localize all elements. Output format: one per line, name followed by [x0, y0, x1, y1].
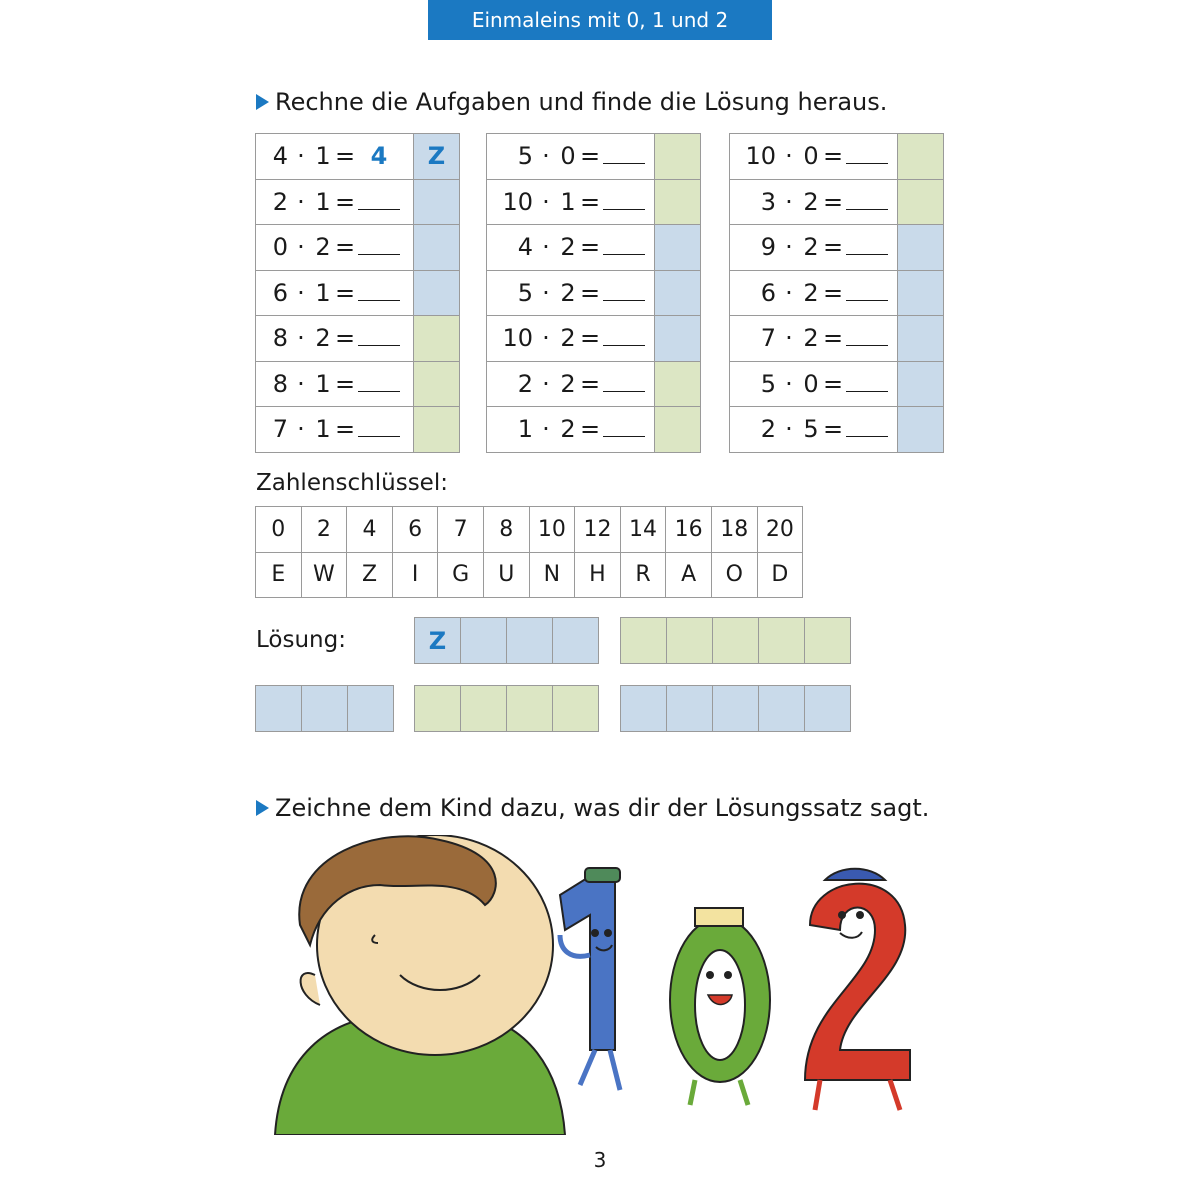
- factor-a: 8: [272, 324, 288, 353]
- key-number-cell: 12: [575, 507, 621, 553]
- multiply-sign: ·: [785, 233, 793, 262]
- key-letter-cell: W: [301, 552, 347, 598]
- key-number-cell: 20: [757, 507, 803, 553]
- factor-b: 1: [315, 369, 331, 398]
- equation-row: [730, 316, 944, 362]
- equation-cell: [487, 316, 655, 362]
- answer-blank[interactable]: [358, 189, 400, 210]
- equation-cell: [730, 179, 898, 225]
- factor-b: 2: [803, 324, 819, 353]
- multiply-sign: ·: [297, 233, 305, 262]
- letter-cell[interactable]: [898, 270, 944, 316]
- equation-row: [730, 134, 944, 180]
- factor-a: 1: [517, 415, 533, 444]
- triangle-bullet-icon: [256, 800, 269, 816]
- factor-b: 2: [560, 369, 576, 398]
- letter-cell[interactable]: [414, 407, 460, 453]
- key-letter-cell: U: [483, 552, 529, 598]
- equals-sign: =: [822, 233, 844, 262]
- equation-cell: [730, 270, 898, 316]
- equation-cell: [487, 361, 655, 407]
- key-letter-cell: N: [529, 552, 575, 598]
- equation-cell: [256, 179, 414, 225]
- equation-row: [487, 316, 701, 362]
- equation-row: [730, 407, 944, 453]
- number-two-character: [805, 869, 910, 1110]
- equals-sign: =: [579, 142, 601, 171]
- letter-cell[interactable]: [898, 316, 944, 362]
- equals-sign: =: [822, 324, 844, 353]
- equation-cell: [487, 179, 655, 225]
- task-1-text: Rechne die Aufgaben und finde die Lösung heraus.: [275, 88, 888, 116]
- equals-sign: =: [579, 233, 601, 262]
- factor-a: 9: [760, 233, 776, 262]
- equals-sign: =: [822, 278, 844, 307]
- multiply-sign: ·: [542, 187, 550, 216]
- factor-a: 4: [272, 142, 288, 171]
- key-number-cell: 2: [301, 507, 347, 553]
- equation-cell: [256, 134, 414, 180]
- equals-sign: =: [822, 415, 844, 444]
- solution-box[interactable]: [666, 685, 713, 732]
- letter-cell[interactable]: [898, 407, 944, 453]
- multiply-sign: ·: [297, 142, 305, 171]
- letter-cell[interactable]: Z: [414, 134, 460, 180]
- key-letter-cell: E: [256, 552, 302, 598]
- factor-b: 2: [560, 324, 576, 353]
- letter-cell[interactable]: [655, 316, 701, 362]
- solution-box[interactable]: [414, 685, 461, 732]
- multiply-sign: ·: [542, 369, 550, 398]
- solution-box[interactable]: [460, 617, 507, 664]
- letter-cell[interactable]: [655, 270, 701, 316]
- solution-box[interactable]: [712, 685, 759, 732]
- factor-a: 5: [517, 278, 533, 307]
- solution-box[interactable]: [552, 685, 599, 732]
- letter-cell[interactable]: [655, 225, 701, 271]
- multiply-sign: ·: [297, 324, 305, 353]
- equals-sign: =: [334, 187, 356, 216]
- letter-cell[interactable]: [655, 361, 701, 407]
- factor-b: 1: [315, 187, 331, 216]
- answer-blank[interactable]: [358, 280, 400, 301]
- letter-cell[interactable]: [898, 179, 944, 225]
- factor-a: 3: [760, 187, 776, 216]
- equation-cell: [256, 407, 414, 453]
- key-letter-cell: D: [757, 552, 803, 598]
- multiply-sign: ·: [297, 415, 305, 444]
- factor-b: 2: [315, 324, 331, 353]
- multiply-sign: ·: [542, 415, 550, 444]
- letter-cell[interactable]: [898, 134, 944, 180]
- factor-a: 2: [272, 187, 288, 216]
- equation-row: [730, 179, 944, 225]
- number-zero-character: [670, 908, 770, 1105]
- key-number-cell: 18: [711, 507, 757, 553]
- equation-row: [730, 361, 944, 407]
- equals-sign: =: [334, 278, 356, 307]
- key-letter-cell: R: [620, 552, 666, 598]
- factor-a: 8: [272, 369, 288, 398]
- letter-cell[interactable]: [898, 361, 944, 407]
- equals-sign: =: [822, 369, 844, 398]
- multiply-sign: ·: [297, 278, 305, 307]
- equation-cell: [730, 134, 898, 180]
- solution-box[interactable]: [620, 685, 667, 732]
- key-number-cell: 0: [256, 507, 302, 553]
- multiply-sign: ·: [785, 324, 793, 353]
- answer-blank[interactable]: [603, 416, 645, 437]
- letter-cell[interactable]: [655, 179, 701, 225]
- solution-word-2: [620, 617, 850, 664]
- solution-box[interactable]: [460, 685, 507, 732]
- multiply-sign: ·: [297, 187, 305, 216]
- multiply-sign: ·: [785, 415, 793, 444]
- key-number-cell: 16: [666, 507, 712, 553]
- answer-blank[interactable]: [846, 234, 888, 255]
- key-letter-cell: H: [575, 552, 621, 598]
- letter-cell[interactable]: [414, 316, 460, 362]
- solution-box[interactable]: [347, 685, 394, 732]
- answer-blank[interactable]: [603, 234, 645, 255]
- factor-b: 2: [560, 278, 576, 307]
- letter-cell[interactable]: [414, 179, 460, 225]
- factor-a: 10: [502, 187, 533, 216]
- key-number-cell: 7: [438, 507, 484, 553]
- factor-b: 0: [803, 369, 819, 398]
- factor-b: 5: [803, 415, 819, 444]
- solution-box[interactable]: [804, 617, 851, 664]
- letter-cell[interactable]: [655, 407, 701, 453]
- solution-box[interactable]: [301, 685, 348, 732]
- factor-a: 4: [517, 233, 533, 262]
- solution-box[interactable]: [666, 617, 713, 664]
- key-numbers-row: [256, 507, 803, 553]
- factor-a: 2: [517, 369, 533, 398]
- solution-box[interactable]: [758, 685, 805, 732]
- solution-box[interactable]: [255, 685, 302, 732]
- letter-cell[interactable]: [414, 361, 460, 407]
- answer-blank[interactable]: [846, 371, 888, 392]
- task-instruction-2: [256, 794, 929, 822]
- solution-box[interactable]: [506, 617, 553, 664]
- equation-row: [487, 407, 701, 453]
- equals-sign: =: [822, 187, 844, 216]
- factor-b: 1: [315, 278, 331, 307]
- triangle-bullet-icon: [256, 94, 269, 110]
- factor-a: 6: [760, 278, 776, 307]
- equation-table-1: [255, 133, 460, 453]
- equation-row: [256, 270, 460, 316]
- number-key-table: [255, 506, 803, 598]
- factor-a: 0: [272, 233, 288, 262]
- key-letter-cell: G: [438, 552, 484, 598]
- answer-blank[interactable]: [358, 371, 400, 392]
- equals-sign: =: [334, 324, 356, 353]
- equals-sign: =: [334, 415, 356, 444]
- answer-blank[interactable]: 4: [370, 142, 388, 171]
- answer-blank[interactable]: [846, 189, 888, 210]
- equation-cell: [730, 225, 898, 271]
- equation-row: [256, 407, 460, 453]
- factor-b: 0: [560, 142, 576, 171]
- factor-b: 1: [560, 187, 576, 216]
- equals-sign: =: [579, 324, 601, 353]
- number-key-label: Zahlenschlüssel:: [256, 470, 448, 496]
- letter-cell[interactable]: [414, 270, 460, 316]
- multiply-sign: ·: [297, 369, 305, 398]
- key-number-cell: 8: [483, 507, 529, 553]
- key-letter-cell: A: [666, 552, 712, 598]
- answer-blank[interactable]: [846, 416, 888, 437]
- equation-table-3: [729, 133, 944, 453]
- solution-word-4: [414, 685, 598, 732]
- equation-row: [730, 270, 944, 316]
- solution-box[interactable]: [804, 685, 851, 732]
- multiply-sign: ·: [785, 187, 793, 216]
- chapter-title: Einmaleins mit 0, 1 und 2: [471, 8, 729, 32]
- equation-row: [487, 361, 701, 407]
- key-letter-cell: I: [392, 552, 438, 598]
- equation-row: [256, 134, 460, 180]
- equals-sign: =: [334, 369, 356, 398]
- equals-sign: =: [334, 233, 356, 262]
- answer-blank[interactable]: [358, 234, 400, 255]
- answer-blank[interactable]: [358, 416, 400, 437]
- illustration-child-and-numbers: [270, 835, 920, 1135]
- equation-cell: [487, 407, 655, 453]
- equation-cell: [256, 361, 414, 407]
- equals-sign: =: [579, 415, 601, 444]
- task-instruction-1: [256, 88, 887, 116]
- key-number-cell: 10: [529, 507, 575, 553]
- equals-sign: =: [579, 369, 601, 398]
- factor-b: 2: [560, 233, 576, 262]
- multiply-sign: ·: [542, 142, 550, 171]
- answer-blank[interactable]: [846, 143, 888, 164]
- answer-blank[interactable]: [603, 280, 645, 301]
- factor-b: 1: [315, 142, 331, 171]
- equation-cell: [730, 361, 898, 407]
- solution-box[interactable]: Z: [414, 617, 461, 664]
- child-illustration: [275, 835, 565, 1135]
- equation-row: [487, 179, 701, 225]
- equals-sign: =: [579, 187, 601, 216]
- key-letters-row: [256, 552, 803, 598]
- letter-cell[interactable]: [898, 225, 944, 271]
- solution-label: Lösung:: [256, 627, 346, 653]
- equation-row: [730, 225, 944, 271]
- equals-sign: =: [822, 142, 844, 171]
- factor-b: 2: [560, 415, 576, 444]
- equation-cell: [487, 270, 655, 316]
- answer-blank[interactable]: [603, 325, 645, 346]
- solution-box[interactable]: [506, 685, 553, 732]
- equation-cell: [256, 316, 414, 362]
- equation-cell: [256, 270, 414, 316]
- multiply-sign: ·: [542, 233, 550, 262]
- factor-a: 10: [502, 324, 533, 353]
- letter-cell[interactable]: [655, 134, 701, 180]
- factor-a: 6: [272, 278, 288, 307]
- factor-b: 1: [315, 415, 331, 444]
- factor-a: 7: [760, 324, 776, 353]
- key-letter-cell: Z: [347, 552, 393, 598]
- factor-a: 10: [745, 142, 776, 171]
- answer-blank[interactable]: [358, 325, 400, 346]
- solution-word-5: [620, 685, 850, 732]
- letter-cell[interactable]: [414, 225, 460, 271]
- equation-row: [256, 179, 460, 225]
- key-number-cell: 14: [620, 507, 666, 553]
- equation-row: [256, 316, 460, 362]
- key-letter-cell: O: [711, 552, 757, 598]
- answer-blank[interactable]: [846, 280, 888, 301]
- number-one-character: [560, 868, 620, 1090]
- multiply-sign: ·: [785, 278, 793, 307]
- factor-b: 2: [803, 233, 819, 262]
- multiply-sign: ·: [542, 278, 550, 307]
- equation-row: [487, 134, 701, 180]
- answer-blank[interactable]: [603, 143, 645, 164]
- key-number-cell: 6: [392, 507, 438, 553]
- factor-b: 2: [803, 187, 819, 216]
- multiply-sign: ·: [785, 369, 793, 398]
- answer-blank[interactable]: [603, 189, 645, 210]
- factor-b: 2: [315, 233, 331, 262]
- equation-cell: [730, 407, 898, 453]
- factor-b: 2: [803, 278, 819, 307]
- answer-blank[interactable]: [846, 325, 888, 346]
- solution-box[interactable]: [758, 617, 805, 664]
- factor-a: 7: [272, 415, 288, 444]
- multiply-sign: ·: [785, 142, 793, 171]
- solution-word-1: [414, 617, 598, 664]
- equation-row: [256, 361, 460, 407]
- page-number: 3: [593, 1148, 607, 1172]
- equation-cell: [730, 316, 898, 362]
- multiply-sign: ·: [542, 324, 550, 353]
- solution-box[interactable]: [552, 617, 599, 664]
- key-number-cell: 4: [347, 507, 393, 553]
- equals-sign: =: [334, 142, 356, 171]
- task-2-text: Zeichne dem Kind dazu, was dir der Lösungssatz sagt.: [275, 794, 930, 822]
- solution-box[interactable]: [712, 617, 759, 664]
- equation-row: [487, 225, 701, 271]
- factor-a: 2: [760, 415, 776, 444]
- equation-cell: [487, 134, 655, 180]
- equation-row: [487, 270, 701, 316]
- factor-a: 5: [517, 142, 533, 171]
- solution-word-3: [255, 685, 393, 732]
- equation-cell: [256, 225, 414, 271]
- chapter-banner: [428, 0, 772, 40]
- factor-a: 5: [760, 369, 776, 398]
- equals-sign: =: [579, 278, 601, 307]
- equation-row: [256, 225, 460, 271]
- factor-b: 0: [803, 142, 819, 171]
- equation-cell: [487, 225, 655, 271]
- answer-blank[interactable]: [603, 371, 645, 392]
- equation-table-2: [486, 133, 701, 453]
- solution-box[interactable]: [620, 617, 667, 664]
